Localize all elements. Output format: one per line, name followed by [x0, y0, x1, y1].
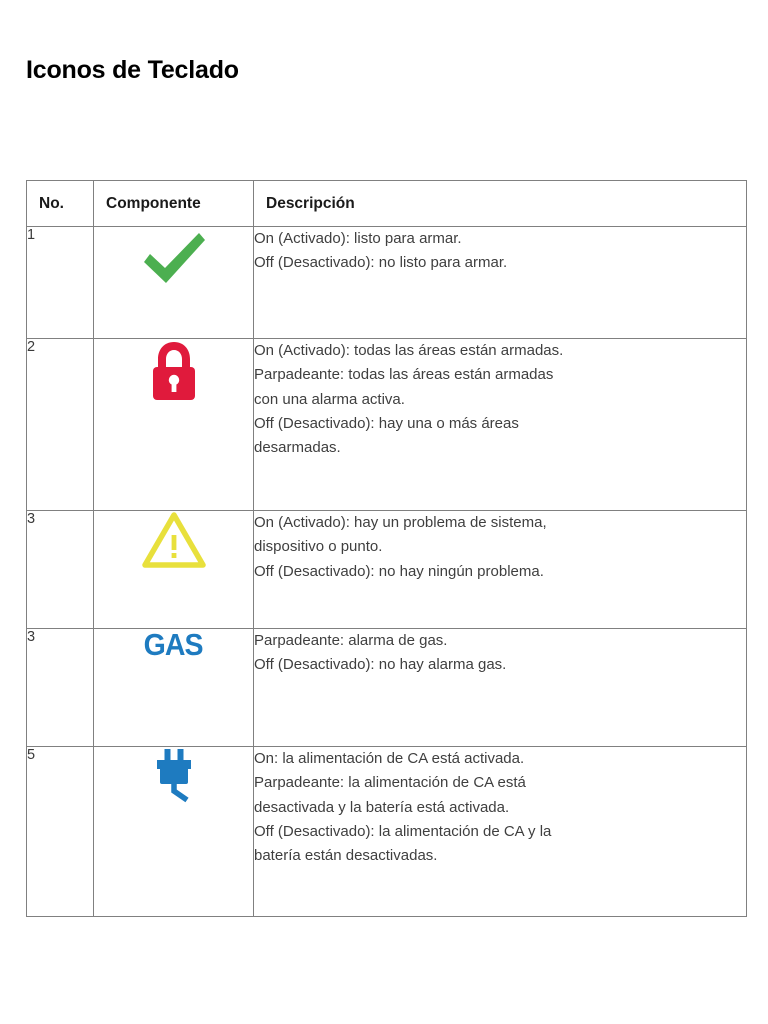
cell-component — [94, 227, 254, 339]
description-line: Parpadeante: alarma de gas. — [254, 632, 448, 649]
cell-number: 3 — [27, 629, 94, 747]
table-row — [27, 747, 747, 917]
cell-component — [94, 511, 254, 629]
table-row — [27, 227, 747, 339]
keypad-icons-table — [26, 180, 747, 917]
table-row — [27, 629, 747, 747]
cell-description — [254, 511, 747, 629]
description-line: batería están desactivadas. — [254, 847, 438, 865]
table-body — [27, 227, 747, 917]
table-row — [27, 511, 747, 629]
description-line: con una alarma activa. — [254, 390, 405, 408]
description-line: Off (Desactivado): no listo para armar. — [254, 254, 508, 272]
red-padlock-icon — [149, 339, 199, 403]
cell-component — [94, 629, 254, 747]
description-line: Parpadeante: todas las áreas están armadas — [254, 366, 554, 384]
cell-number: 1 — [27, 227, 94, 339]
page-title: Iconos de Teclado — [26, 55, 239, 84]
gas-text-icon: GAS — [143, 627, 204, 662]
green-check-icon — [138, 227, 210, 289]
table-row — [27, 339, 747, 511]
cell-number: 2 — [27, 339, 94, 511]
table-header-row — [27, 181, 747, 227]
column-header-componente: Componente — [94, 181, 254, 227]
column-header-descripcion: Descripción — [254, 181, 747, 227]
cell-component — [94, 339, 254, 511]
cell-description — [254, 227, 747, 339]
description-line: On (Activado): listo para armar. — [254, 230, 462, 247]
blue-power-plug-icon — [150, 747, 198, 805]
description-line: Parpadeante: la alimentación de CA está — [254, 774, 526, 792]
description-line: On: la alimentación de CA está activada. — [254, 750, 525, 767]
description-line: desactivada y la batería está activada. — [254, 798, 510, 816]
description-line: Off (Desactivado): no hay alarma gas. — [254, 656, 507, 674]
column-header-no: No. — [27, 181, 94, 227]
description-line: Off (Desactivado): la alimentación de CA y la — [254, 822, 552, 840]
table-header — [27, 181, 747, 227]
cell-number: 5 — [27, 747, 94, 917]
description-line: desarmadas. — [254, 439, 341, 457]
cell-number: 3 — [27, 511, 94, 629]
description-line: Off (Desactivado): no hay ningún problema. — [254, 562, 544, 580]
cell-description — [254, 747, 747, 917]
description-line: dispositivo o punto. — [254, 538, 383, 556]
description-line: On (Activado): todas las áreas están armadas. — [254, 342, 564, 359]
description-line: On (Activado): hay un problema de sistema, — [254, 514, 547, 531]
cell-description — [254, 629, 747, 747]
description-line: Off (Desactivado): hay una o más áreas — [254, 414, 519, 432]
yellow-warning-triangle-icon — [142, 511, 206, 569]
cell-description — [254, 339, 747, 511]
cell-component — [94, 747, 254, 917]
